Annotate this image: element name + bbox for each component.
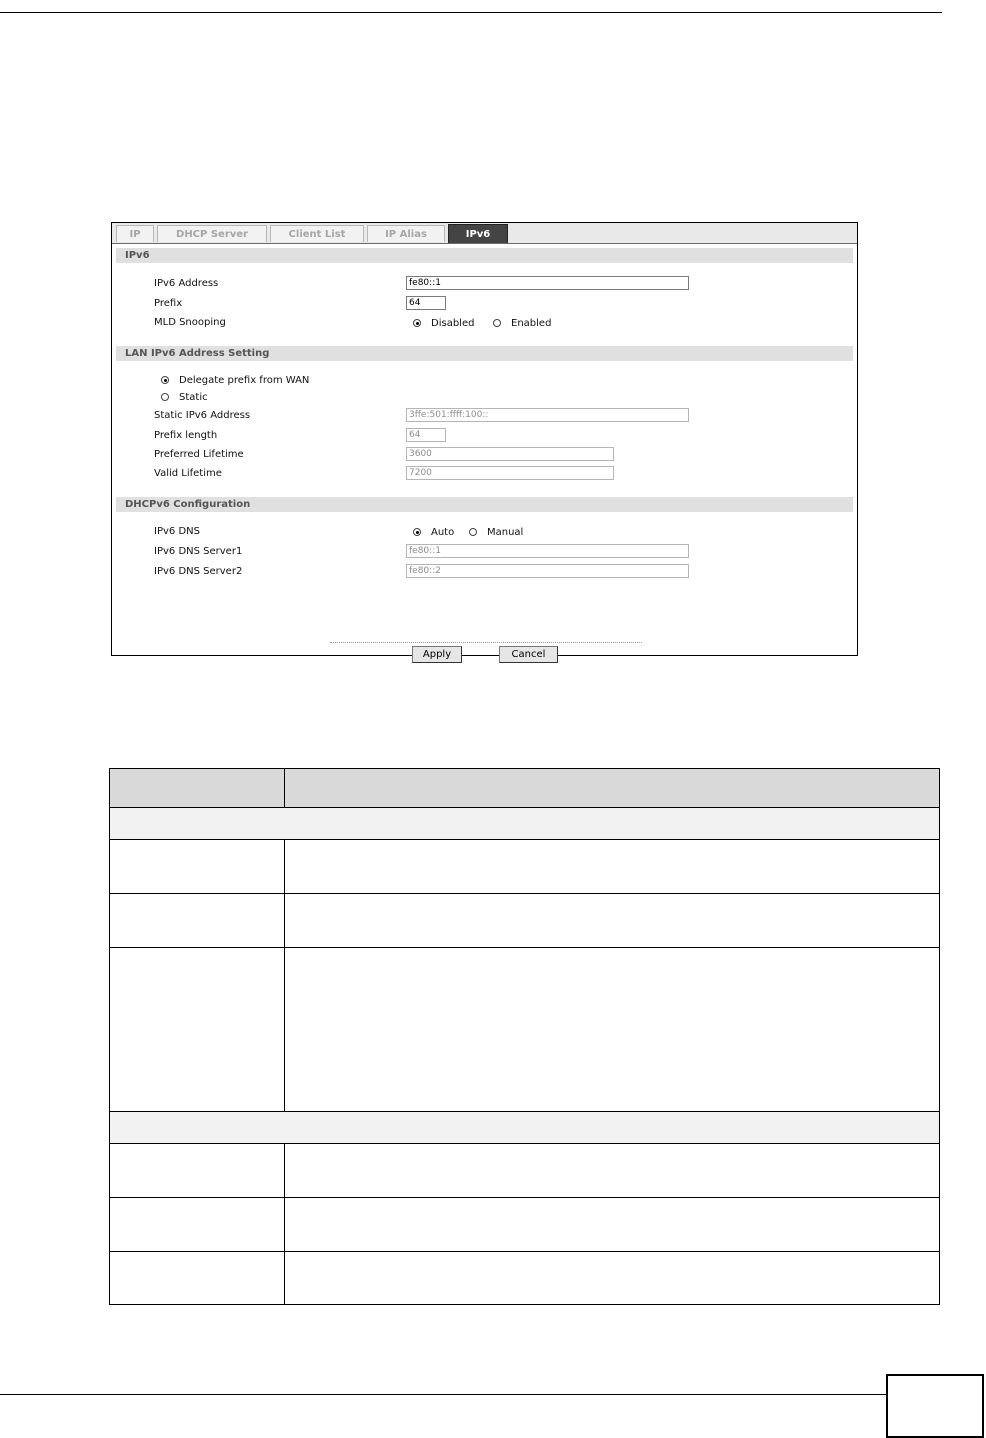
static-radio[interactable] [161,393,169,401]
page-number-box [886,1374,984,1438]
dns-server1-label: IPv6 DNS Server1 [154,546,243,557]
static-label: Static [179,392,208,403]
delegate-prefix-radio[interactable] [161,376,169,384]
apply-button[interactable]: Apply [412,646,462,663]
description-table [109,768,940,1305]
dns-server1-input[interactable] [406,544,689,558]
tab-ip-alias[interactable]: IP Alias [367,225,445,242]
ipv6-settings-screenshot [111,222,858,660]
preferred-lifetime-input[interactable] [406,447,614,461]
prefix-label: Prefix [154,298,183,309]
table-section-row [110,808,939,840]
mld-snooping-label: MLD Snooping [154,317,226,328]
valid-lifetime-input[interactable] [406,466,614,480]
dns-server2-label: IPv6 DNS Server2 [154,566,243,577]
table-row [110,1198,939,1252]
dns-server2-input[interactable] [406,564,689,578]
preferred-lifetime-label: Preferred Lifetime [154,449,244,460]
footer-rule [0,1394,886,1395]
table-row [110,840,939,894]
prefix-input[interactable] [406,296,446,310]
button-separator [330,642,642,643]
tab-ipv6[interactable]: IPv6 [448,224,508,243]
valid-lifetime-label: Valid Lifetime [154,468,222,479]
mld-enabled-label: Enabled [511,318,552,329]
dns-manual-label: Manual [487,527,524,538]
static-ipv6-address-input[interactable] [406,408,689,422]
static-ipv6-address-label: Static IPv6 Address [154,410,251,421]
table-row [110,1144,939,1198]
mld-disabled-radio[interactable] [413,319,421,327]
prefix-length-input[interactable] [406,428,446,442]
table-section-row [110,1112,939,1144]
dns-auto-label: Auto [431,527,455,538]
mld-disabled-label: Disabled [431,318,475,329]
table-row [110,948,939,1112]
ipv6-panel [116,244,853,660]
table-row [110,894,939,948]
cancel-button[interactable]: Cancel [499,646,558,663]
dns-manual-radio[interactable] [469,528,477,536]
header-rule [0,12,942,13]
ipv6-dns-label: IPv6 DNS [154,526,200,537]
section-ipv6-title: IPv6 [116,248,853,263]
table-row [110,1252,939,1304]
tab-bar [112,223,857,244]
tab-client-list[interactable]: Client List [270,225,364,242]
tab-ip[interactable]: IP [116,225,154,242]
ipv6-address-label: IPv6 Address [154,278,219,289]
ipv6-address-input[interactable] [406,276,689,290]
mld-enabled-radio[interactable] [493,319,501,327]
tab-dhcp-server[interactable]: DHCP Server [157,225,267,242]
section-dhcpv6-title: DHCPv6 Configuration [116,497,853,512]
prefix-length-label: Prefix length [154,430,218,441]
delegate-prefix-label: Delegate prefix from WAN [179,375,310,386]
table-header-row [110,769,939,808]
dns-auto-radio[interactable] [413,528,421,536]
section-lan-ipv6-title: LAN IPv6 Address Setting [116,346,853,361]
